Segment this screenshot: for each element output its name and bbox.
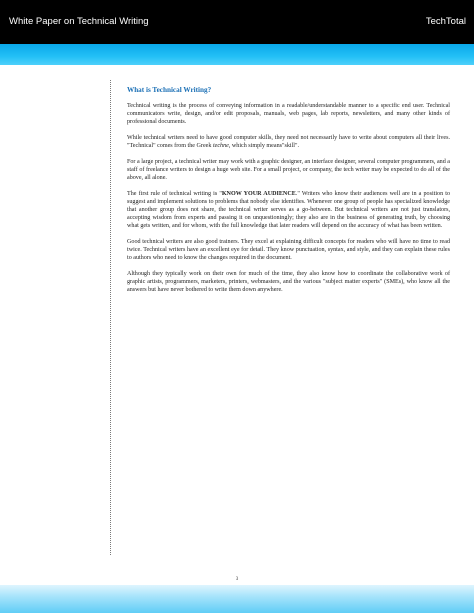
emphasis-text: KNOW YOUR AUDIENCE — [221, 191, 296, 197]
header-bar — [0, 0, 474, 44]
paragraph-know-audience — [127, 190, 450, 230]
brand-name: TechTotal — [425, 16, 466, 27]
paragraph-project-roles: For a large project, a technical writer may work with a graphic designer, an interface designer, several computer programmers, and a staff of freelance writers to design a huge web site. For a small project, or company, the tech writer may be expected to do all of the above, all alone. — [127, 159, 450, 181]
document-title: White Paper on Technical Writing — [9, 16, 149, 27]
paragraph-collaboration: Although they typically work on their own for much of the time, they also know how to coordinate the collaborative work of graphic artists, programmers, marketers, printers, webmasters, and the various "subject matter experts" (SMEs), who know all the answers but have never bothered to write them down anywhere. — [127, 271, 450, 293]
paragraph-definition: Technical writing is the process of conveying information in a readable/understandable manner to a specific end user. Technical communicators write, design, and/or edit proposals, manuals, web pages, lab reports, newsletters, and many other kinds of professional documents. — [127, 103, 450, 125]
paragraph-text: The first rule of technical writing is " — [127, 191, 222, 197]
paragraph-trainers: Good technical writers are also good trainers. They excel at explaining difficult concepts for readers who will have no time to read twice. Technical writers have an excellent eye for detail. They know punctuation, syntax, and style, and they can explain these rules to authors who need to know the changes required in the document. — [127, 239, 450, 261]
margin-divider — [110, 80, 111, 555]
footer-accent-band — [0, 585, 474, 613]
header-accent-band — [0, 44, 474, 65]
page-number: 3 — [235, 577, 239, 582]
paragraph-computer-skills — [127, 134, 450, 150]
paragraph-text: ." Writers who know their audiences well are in a position to suggest and implement solutions to problems that nobody else identifies. Whenever one group of people has specialized knowledge that another group does not share, the technical writer serves as a go-between. But technical writers are not just translators, accepting wisdom from experts and passing it on unquestioningly; they also are in the business of generating truth, by choosing what gets written, and for whom, with the full knowledge that later readers will depend on the accuracy of what has been written. — [127, 191, 450, 229]
paragraph-text: , which simply means"skill". — [228, 143, 299, 149]
paragraph-text: While technical writers need to have good computer skills, they need not necessarily have to write about computers all their lives. "Technical" comes from the Greek — [127, 135, 450, 149]
page-content — [127, 86, 450, 302]
emphasis-text: techne — [212, 143, 229, 149]
section-heading: What is Technical Writing? — [127, 86, 212, 94]
